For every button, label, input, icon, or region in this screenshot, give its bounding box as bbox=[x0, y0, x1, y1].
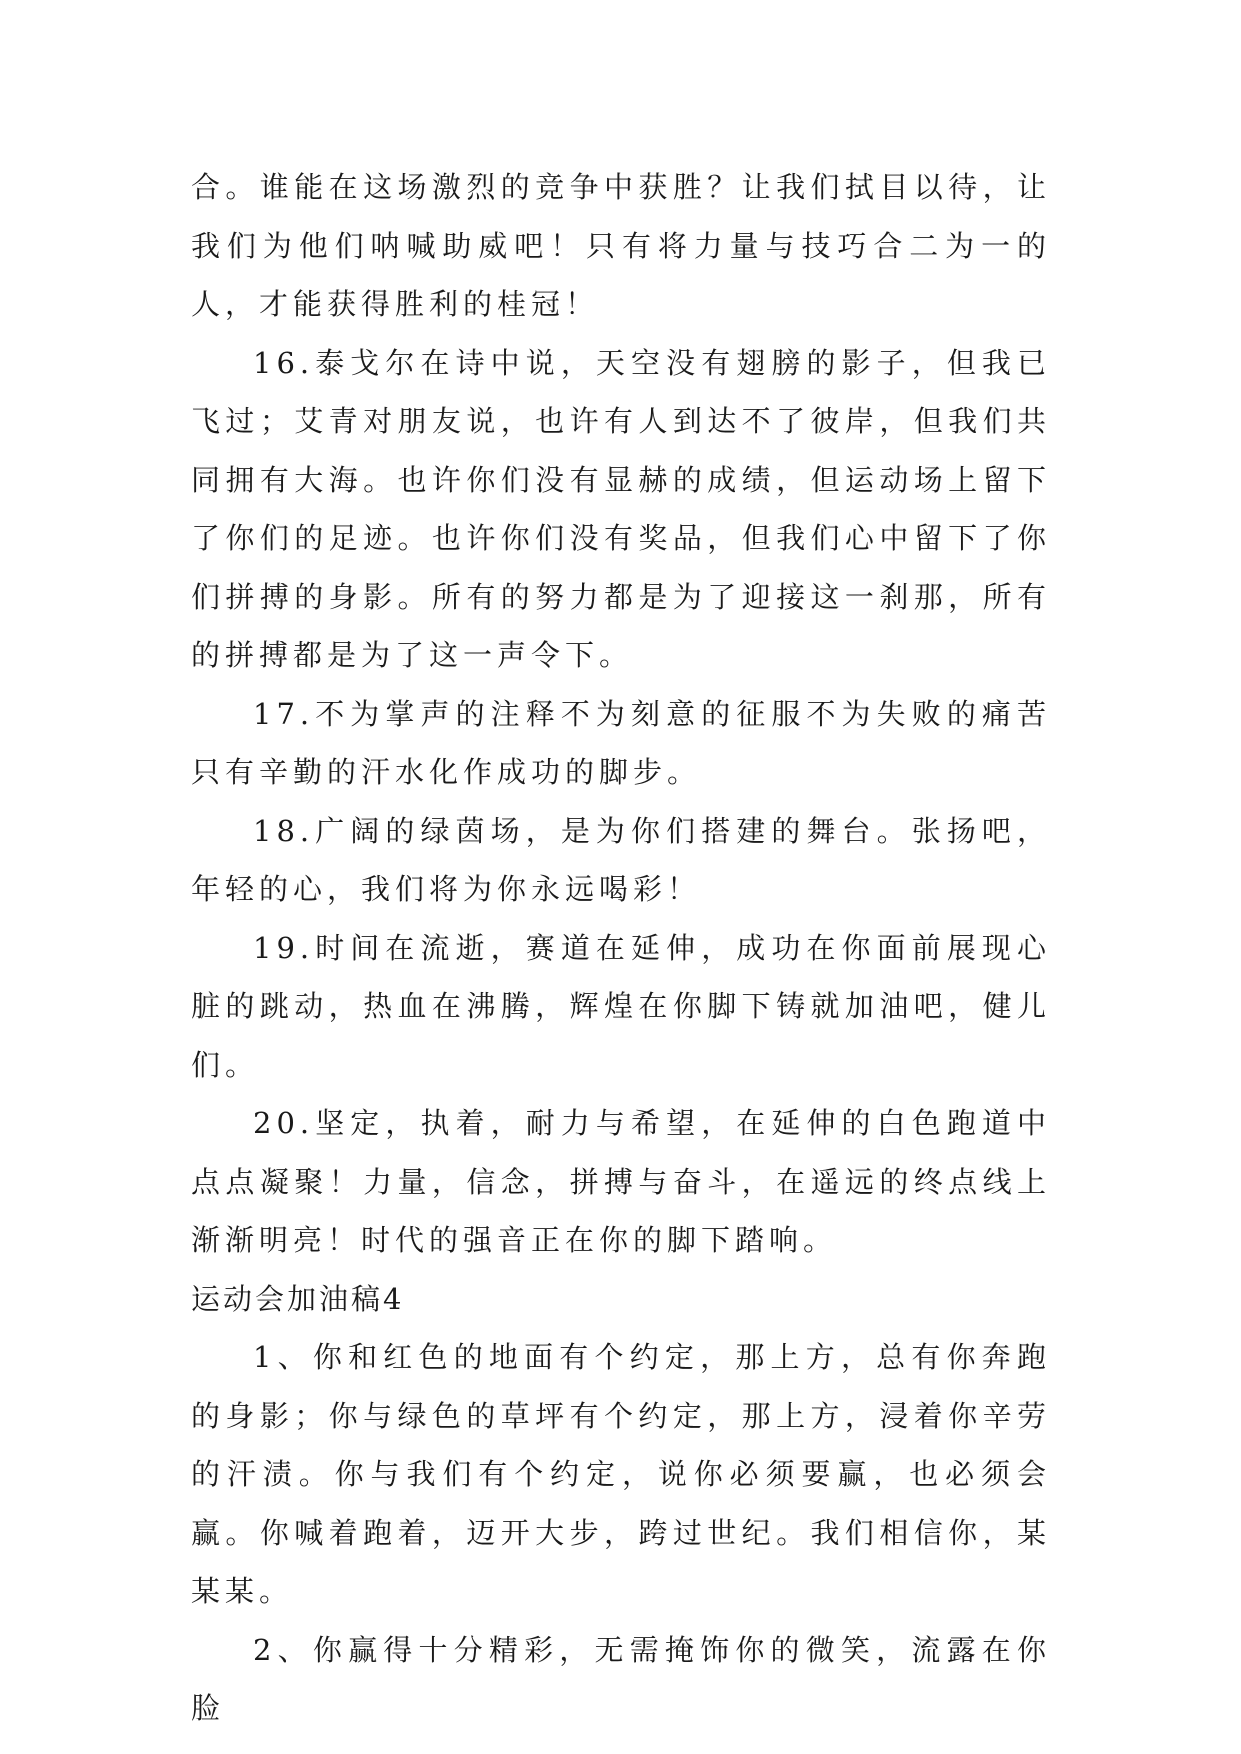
document-body bbox=[191, 158, 1051, 1738]
section-paragraph-1: 1、你和红色的地面有个约定，那上方，总有你奔跑的身影；你与绿色的草坪有个约定，那上方，浸着你辛劳的汗渍。你与我们有个约定，说你必须要赢，也必须会赢。你喊着跑着，迈开大步，跨过世纪。我们相信你，某某某。 bbox=[191, 1340, 1051, 1608]
paragraph-17: 17.不为掌声的注释不为刻意的征服不为失败的痛苦只有辛勤的汗水化作成功的脚步。 bbox=[191, 696, 1051, 789]
paragraph-continuation: 合。谁能在这场激烈的竞争中获胜？让我们拭目以待，让我们为他们呐喊助威吧！只有将力量与技巧合二为一的人，才能获得胜利的桂冠！ bbox=[191, 170, 1051, 321]
paragraph-16: 16.泰戈尔在诗中说，天空没有翅膀的影子，但我已飞过；艾青对朋友说，也许有人到达不了彼岸，但我们共同拥有大海。也许你们没有显赫的成绩，但运动场上留下了你们的足迹。也许你们没有奖品，但我们心中留下了你们拼搏的身影。所有的努力都是为了迎接这一刹那，所有的拼搏都是为了这一声令下。 bbox=[191, 345, 1051, 672]
section-heading: 运动会加油稿4 bbox=[191, 1281, 405, 1316]
paragraph-19: 19.时间在流逝，赛道在延伸，成功在你面前展现心脏的跳动，热血在沸腾，辉煌在你脚下铸就加油吧，健儿们。 bbox=[191, 930, 1051, 1082]
paragraph-18: 18.广阔的绿茵场，是为你们搭建的舞台。张扬吧，年轻的心，我们将为你永远喝彩！ bbox=[191, 813, 1051, 906]
paragraph-20: 20.坚定，执着，耐力与希望，在延伸的白色跑道中点点凝聚！力量，信念，拼搏与奋斗，在遥远的终点线上渐渐明亮！时代的强音正在你的脚下踏响。 bbox=[191, 1106, 1051, 1257]
section-paragraph-2: 2、你赢得十分精彩，无需掩饰你的微笑，流露在你脸 bbox=[191, 1632, 1051, 1725]
